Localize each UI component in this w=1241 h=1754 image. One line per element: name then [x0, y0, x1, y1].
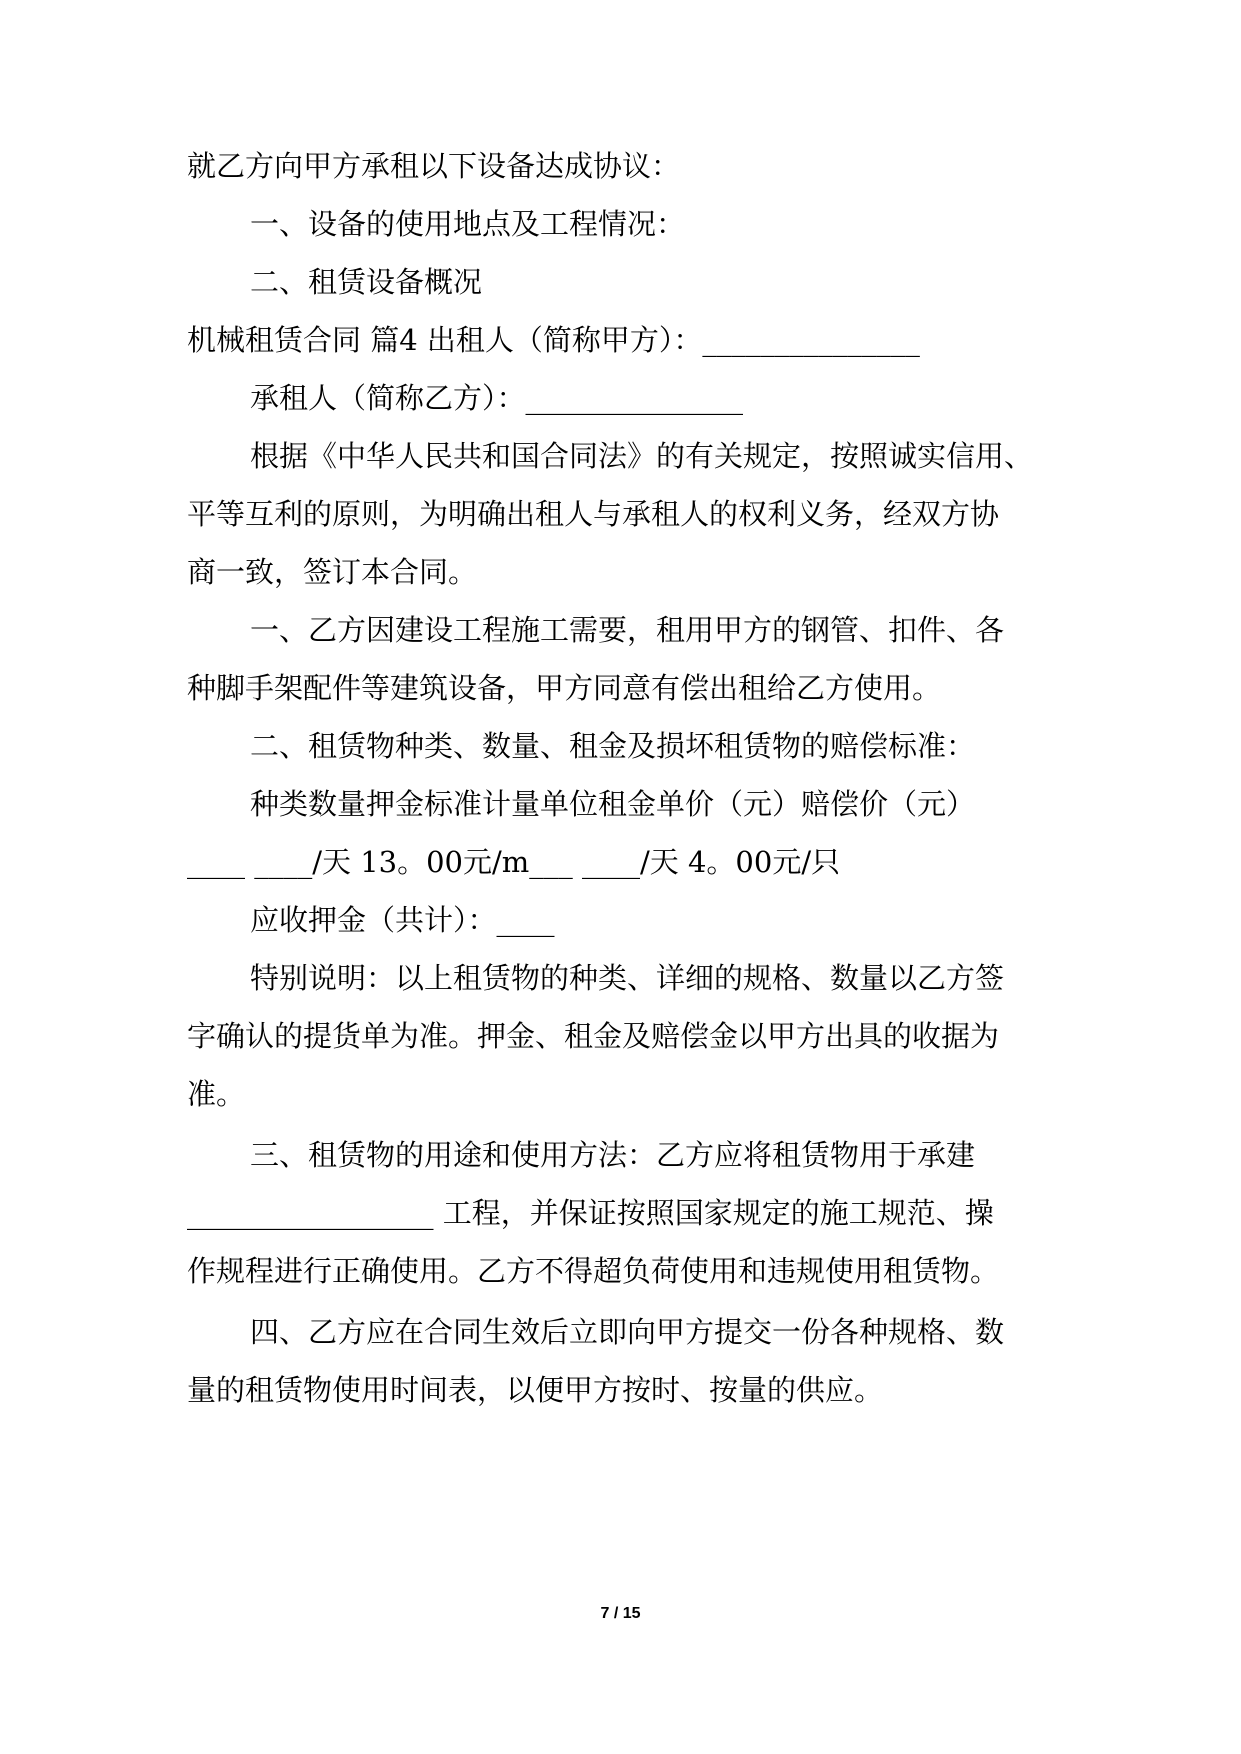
- body-line: 二、租赁设备概况: [250, 265, 483, 299]
- body-line: 准。: [187, 1077, 246, 1111]
- body-line: 平等互利的原则，为明确出租人与承租人的权利义务，经双方协: [187, 497, 1000, 531]
- body-line: 字确认的提货单为准。押金、租金及赔偿金以甲方出具的收据为: [187, 1019, 1000, 1053]
- body-line: 种脚手架配件等建筑设备，甲方同意有偿出租给乙方使用。: [187, 671, 942, 705]
- body-line: _________________ 工程，并保证按照国家规定的施工规范、操: [187, 1196, 994, 1230]
- body-line: 一、设备的使用地点及工程情况：: [250, 207, 686, 241]
- body-line: 就乙方向甲方承租以下设备达成协议：: [187, 149, 681, 183]
- section-heading-line: 机械租赁合同 篇4 出租人（简称甲方）：_______________: [187, 323, 920, 357]
- body-line: ____ ____/天 13。00元/m___ ____/天 4。00元/只: [187, 845, 841, 879]
- body-line: 四、乙方应在合同生效后立即向甲方提交一份各种规格、数: [250, 1315, 1005, 1349]
- body-line: 三、租赁物的用途和使用方法：乙方应将租赁物用于承建: [250, 1138, 976, 1172]
- body-line: 作规程进行正确使用。乙方不得超负荷使用和违规使用租赁物。: [187, 1254, 1000, 1288]
- body-line: 承租人（简称乙方）：_______________: [250, 381, 744, 415]
- body-line: 特别说明：以上租赁物的种类、详细的规格、数量以乙方签: [250, 961, 1005, 995]
- body-line: 商一致，签订本合同。: [187, 555, 478, 589]
- body-line: 量的租赁物使用时间表，以便甲方按时、按量的供应。: [187, 1373, 884, 1407]
- body-line: 二、租赁物种类、数量、租金及损坏租赁物的赔偿标准：: [250, 729, 976, 763]
- body-line: 一、乙方因建设工程施工需要，租用甲方的钢管、扣件、各: [250, 613, 1005, 647]
- body-line: 种类数量押金标准计量单位租金单价（元）赔偿价（元）: [250, 787, 976, 821]
- body-line: 应收押金（共计）：____: [250, 903, 555, 937]
- body-line: 根据《中华人民共和国合同法》的有关规定，按照诚实信用、: [250, 439, 1034, 473]
- page-number: 7 / 15: [600, 1605, 641, 1622]
